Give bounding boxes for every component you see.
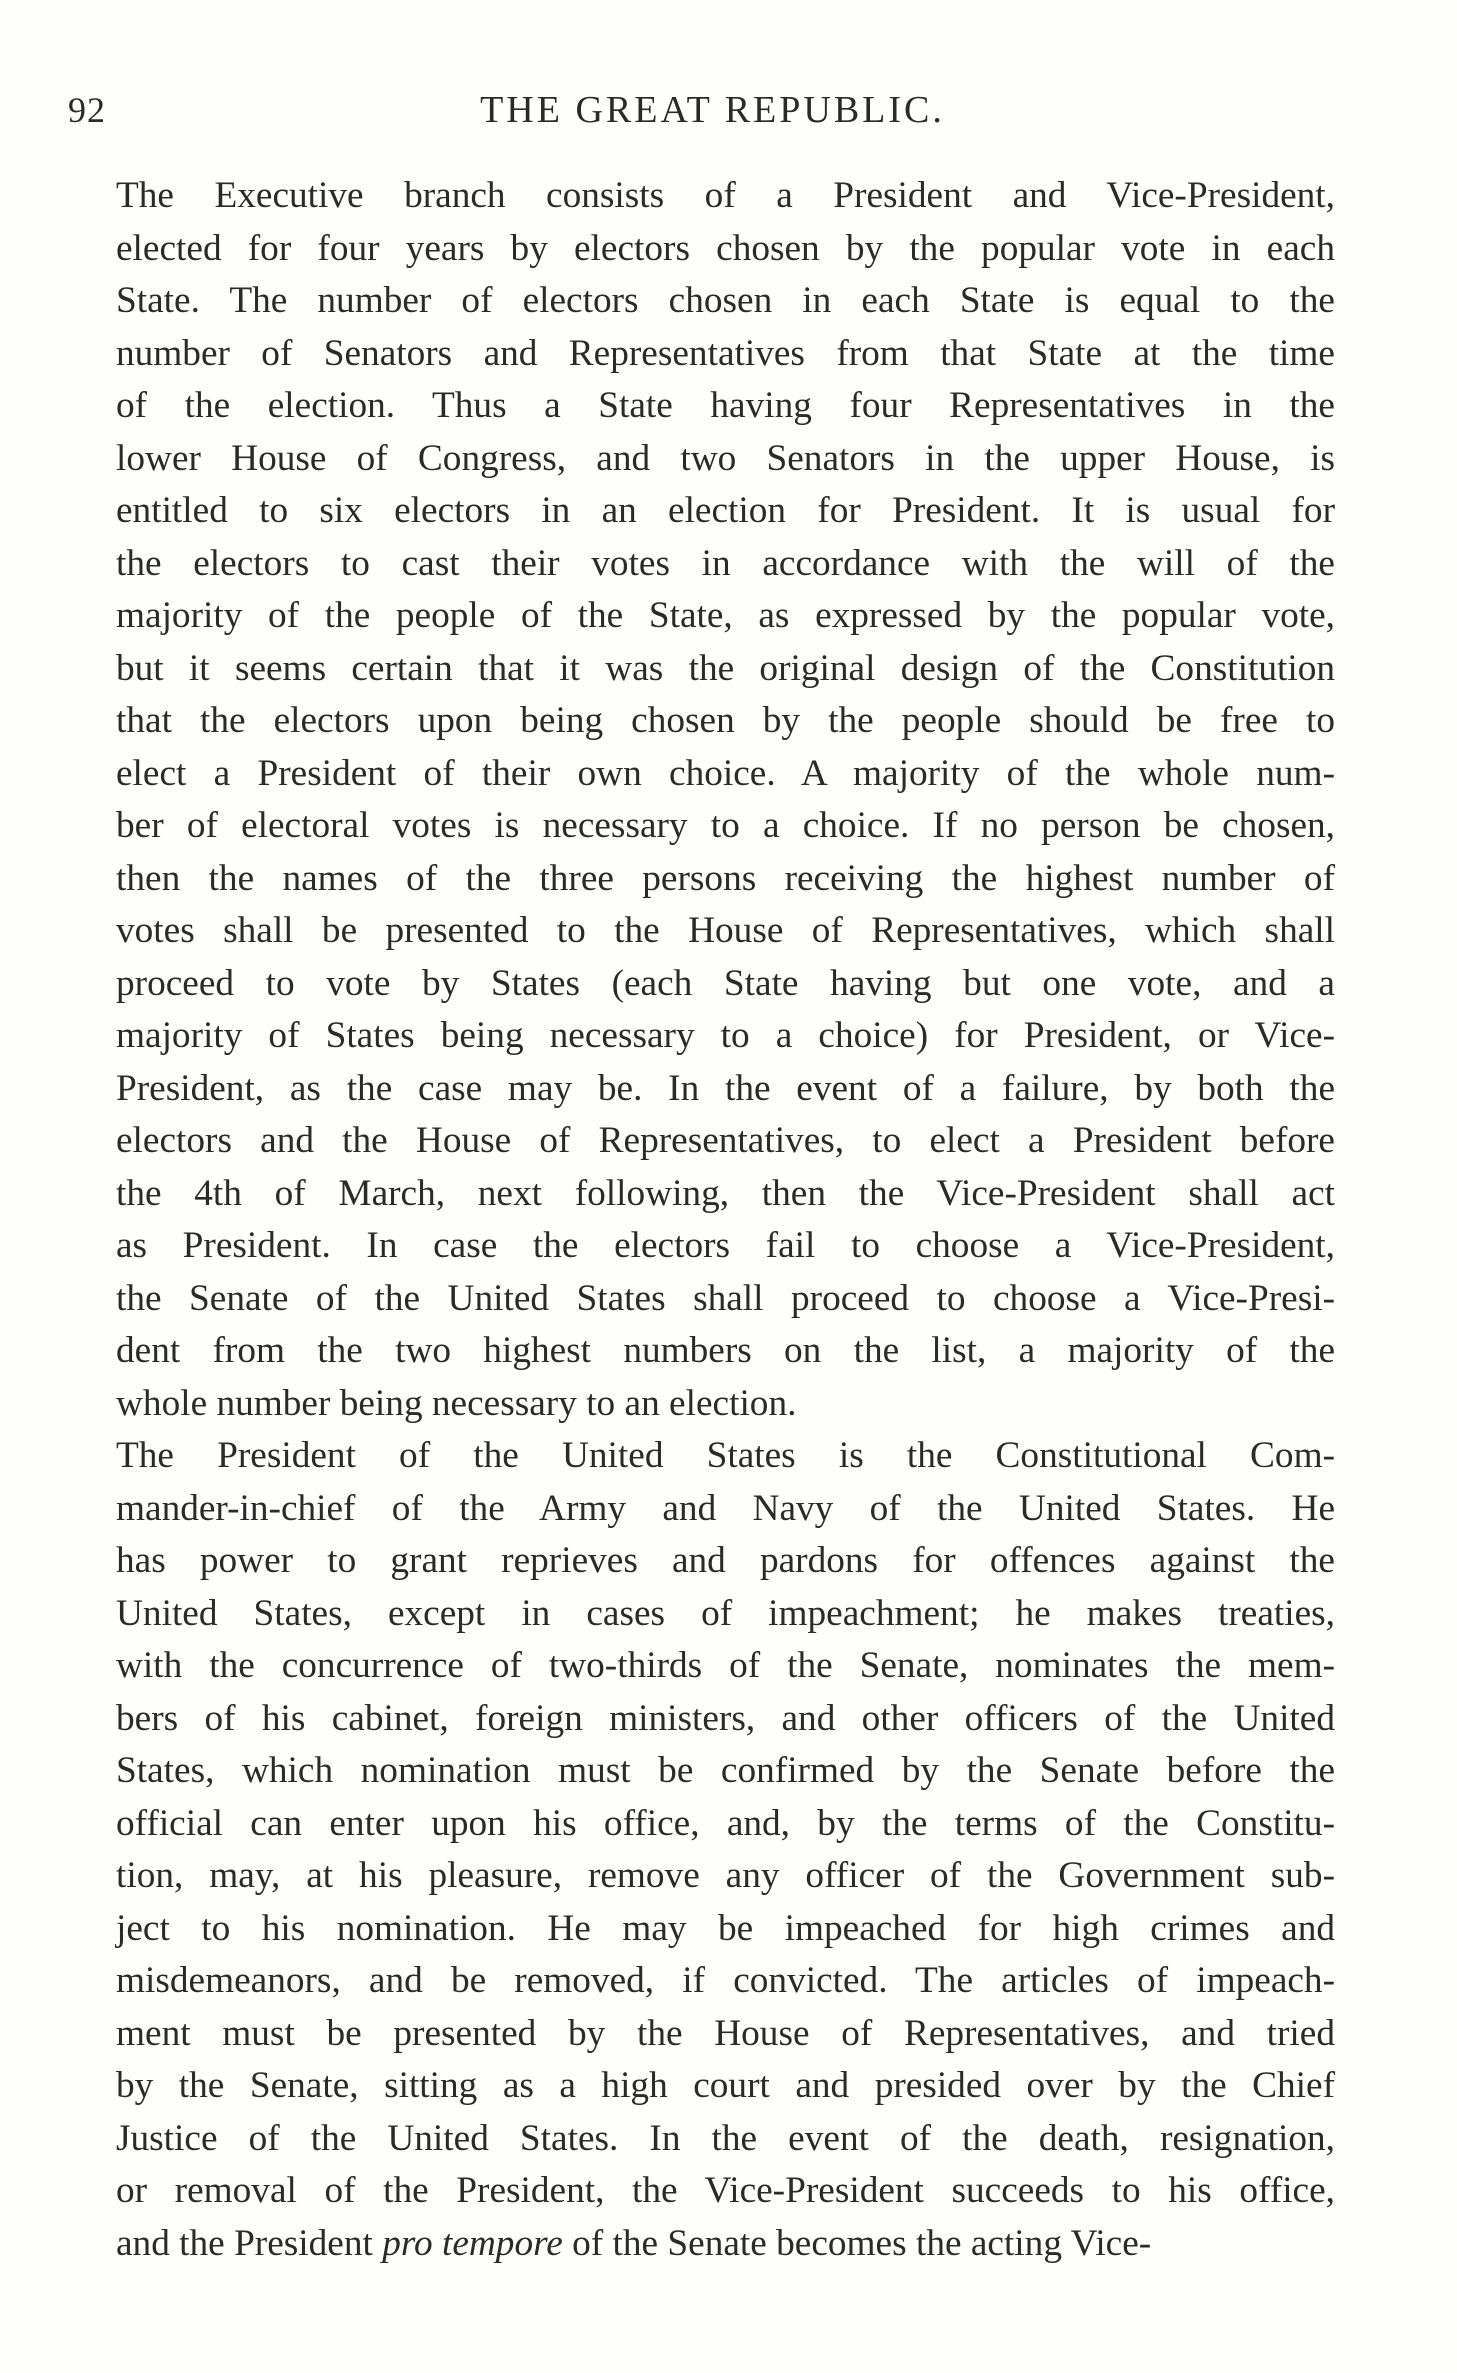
text-line: by the Senate, sitting as a high court and presided over by the Chief (116, 2065, 1335, 2106)
text-line: as President. In case the electors fail to choose a Vice-President, (116, 1225, 1335, 1266)
text-line: electors and the House of Representatives, to elect a President before (116, 1120, 1335, 1161)
text-line: United States, except in cases of impeachment; he makes treaties, (116, 1592, 1335, 1634)
text-line: tion, may, at his pleasure, remove any officer of the Government sub- (116, 1855, 1335, 1896)
text-line: elected for four years by electors chosen by the popular vote in each (116, 227, 1335, 269)
text-line: but it seems certain that it was the original design of the Constitution (116, 647, 1335, 689)
paragraph-president-powers (70, 1430, 1335, 2270)
text-line: majority of the people of the State, as expressed by the popular vote, (116, 595, 1335, 636)
text-line: The Executive branch consists of a President and Vice-President, (116, 175, 1335, 216)
text-line: or removal of the President, the Vice-President succeeds to his office, (116, 2170, 1335, 2211)
text-line: whole number being necessary to an election. (116, 1382, 797, 1424)
text-line (70, 2218, 1335, 2271)
text-line: lower House of Congress, and two Senators in the upper House, is (116, 437, 1335, 479)
text-line: then the names of the three persons receiving the highest number of (116, 857, 1335, 899)
text-line: dent from the two highest numbers on the list, a majority of the (116, 1330, 1335, 1371)
text-segment: and the President (116, 2222, 383, 2264)
text-line: number of Senators and Representatives from that State at the time (116, 332, 1335, 374)
text-segment: of the Senate becomes the acting Vice- (562, 2222, 1152, 2264)
text-line: The President of the United States is the Constitutional Com- (116, 1435, 1335, 1476)
text-line: ject to his nomination. He may be impeached for high crimes and (116, 1907, 1335, 1949)
text-line: entitled to six electors in an election for President. It is usual for (116, 490, 1335, 531)
text-line: ment must be presented by the House of Representatives, and tried (116, 2012, 1335, 2054)
text-line: proceed to vote by States (each State having but one vote, and a (116, 962, 1335, 1004)
page-number: 92 (68, 90, 106, 130)
text-line: has power to grant reprieves and pardons for offences against the (116, 1540, 1335, 1581)
text-line: the electors to cast their votes in accordance with the will of the (116, 542, 1335, 584)
text-line: State. The number of electors chosen in each State is equal to the (116, 280, 1335, 321)
text-line: votes shall be presented to the House of Representatives, which shall (116, 910, 1335, 951)
paragraph-executive-branch (70, 170, 1335, 1430)
text-line: mander-in-chief of the Army and Navy of the United States. He (116, 1487, 1335, 1529)
text-line: elect a President of their own choice. A majority of the whole num- (116, 752, 1335, 794)
italic-phrase: pro tempore (382, 2222, 563, 2264)
text-line: with the concurrence of two-thirds of the Senate, nominates the mem- (116, 1645, 1335, 1686)
text-line: the 4th of March, next following, then the Vice-President shall act (116, 1172, 1335, 1214)
text-line: official can enter upon his office, and, by the terms of the Constitu- (116, 1802, 1335, 1844)
text-line: States, which nomination must be confirmed by the Senate before the (116, 1750, 1335, 1791)
text-line: the Senate of the United States shall proceed to choose a Vice-Presi- (116, 1277, 1335, 1319)
text-line: ber of electoral votes is necessary to a choice. If no person be chosen, (116, 805, 1335, 846)
text-line: bers of his cabinet, foreign ministers, and other officers of the United (116, 1697, 1335, 1739)
running-title: THE GREAT REPUBLIC. (480, 89, 945, 131)
text-line: of the election. Thus a State having four Representatives in the (116, 385, 1335, 426)
text-line: majority of States being necessary to a choice) for President, or Vice- (116, 1015, 1335, 1056)
running-head (68, 88, 1357, 138)
text-line: President, as the case may be. In the event of a failure, by both the (116, 1067, 1335, 1109)
text-line: misdemeanors, and be removed, if convicted. The articles of impeach- (116, 1960, 1335, 2001)
text-line: Justice of the United States. In the event of the death, resignation, (116, 2117, 1335, 2159)
text-line: that the electors upon being chosen by the people should be free to (116, 700, 1335, 741)
body-text (70, 170, 1335, 2270)
